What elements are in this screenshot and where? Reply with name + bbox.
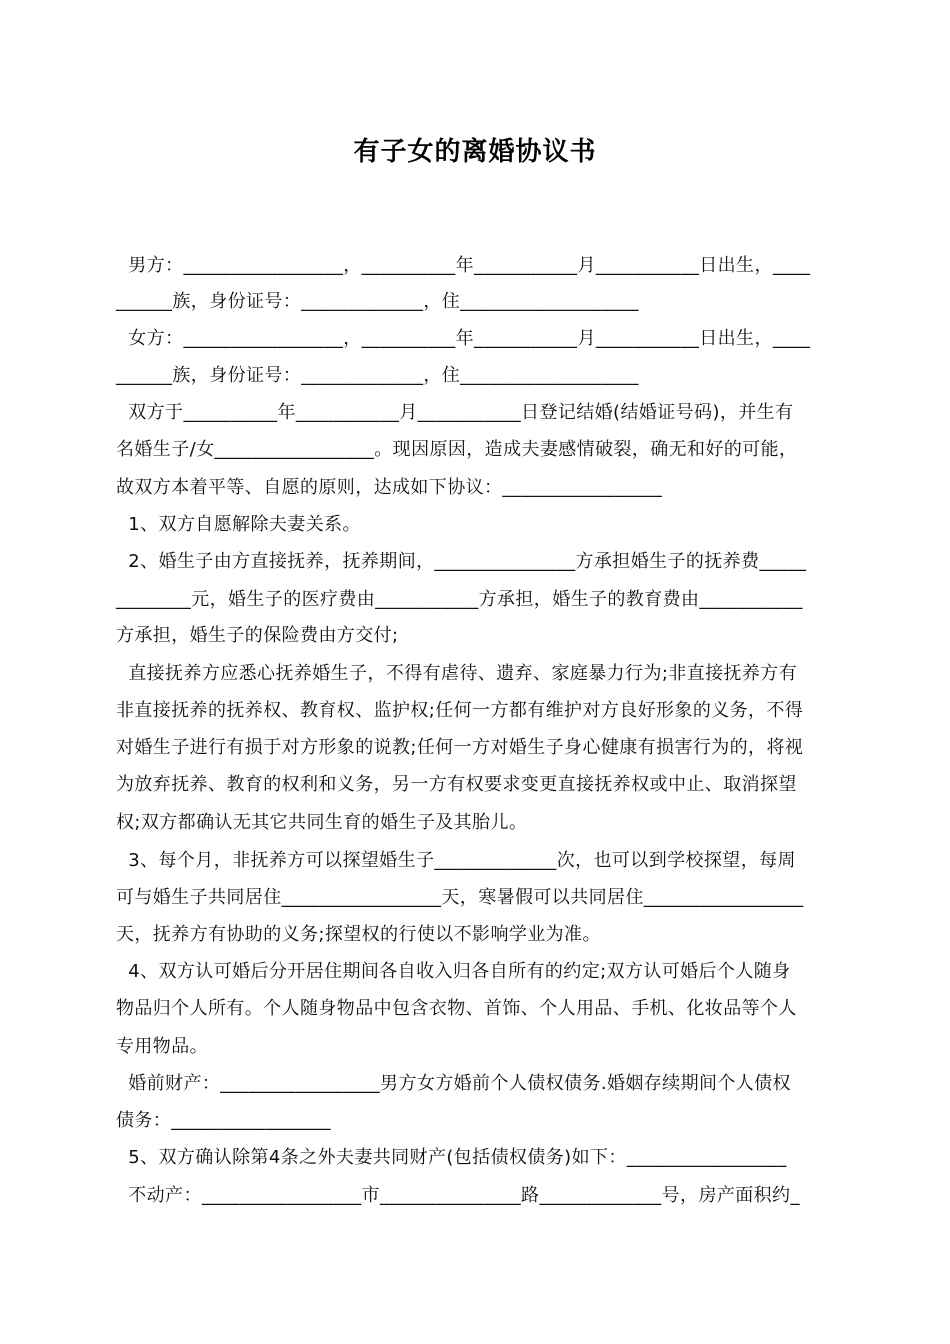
text-line: 名婚生子/女_________________。现因原因，造成夫妻感情破裂，确无和好的可能， <box>116 439 798 460</box>
page-title: 有子女的离婚协议书 <box>353 137 597 167</box>
text-line: 5、双方确认除第4条之外夫妻共同财产(包括债权债务)如下：_________________ <box>116 1147 787 1168</box>
text-line: 对婚生子进行有损于对方形象的说教;任何一方对婚生子身心健康有损害行为的，将视 <box>116 737 804 758</box>
text-line: 可与婚生子共同居住_________________天，寒暑假可以共同居住_________________ <box>116 887 804 908</box>
text-line: 不动产：_________________市_______________路_____________号，房产面积约_ <box>116 1185 800 1206</box>
text-line: ______族，身份证号：_____________，住___________________ <box>116 291 639 312</box>
text-line: 双方于__________年___________月___________日登记结婚(结婚证号码)，并生有 <box>116 402 794 423</box>
text-line: 男方：_________________，__________年___________月___________日出生，____ <box>116 255 811 276</box>
text-line: 婚前财产：_________________男方女方婚前个人债权债务.婚姻存续期间个人债权 <box>116 1073 791 1094</box>
text-line: 4、双方认可婚后分开居住期间各自收入归各自所有的约定;双方认可婚后个人随身 <box>116 961 791 982</box>
text-line: 故双方本着平等、自愿的原则，达成如下协议：_________________ <box>116 477 663 498</box>
text-line: 方承担，婚生子的保险费由方交付; <box>116 625 399 646</box>
text-line: 直接抚养方应悉心抚养婚生子，不得有虐待、遗弃、家庭暴力行为;非直接抚养方有 <box>116 663 798 684</box>
text-line: ________元，婚生子的医疗费由___________方承担，婚生子的教育费由___________ <box>116 589 803 610</box>
text-line: 2、婚生子由方直接抚养，抚养期间，_______________方承担婚生子的抚养费_____ <box>116 551 807 572</box>
text-line: 3、每个月，非抚养方可以探望婚生子_____________次，也可以到学校探望，每周 <box>116 850 796 871</box>
text-line: 非直接抚养的抚养权、教育权、监护权;任何一方都有维护对方良好形象的义务，不得 <box>116 700 804 721</box>
text-line: 权;双方都确认无其它共同生育的婚生子及其胎儿。 <box>116 812 528 833</box>
text-line: 物品归个人所有。个人随身物品中包含衣物、首饰、个人用品、手机、化妆品等个人 <box>116 998 797 1019</box>
text-line: 女方：_________________，__________年___________月___________日出生，____ <box>116 328 811 349</box>
text-line: 专用物品。 <box>116 1036 208 1057</box>
text-line: 天，抚养方有协助的义务;探望权的行使以不影响学业为准。 <box>116 924 601 945</box>
text-line: 1、双方自愿解除夫妻关系。 <box>116 514 361 535</box>
text-line: ______族，身份证号：_____________，住___________________ <box>116 365 639 386</box>
text-line: 债务：_________________ <box>116 1110 331 1131</box>
text-line: 为放弃抚养、教育的权利和义务，另一方有权要求变更直接抚养权或中止、取消探望 <box>116 774 797 795</box>
